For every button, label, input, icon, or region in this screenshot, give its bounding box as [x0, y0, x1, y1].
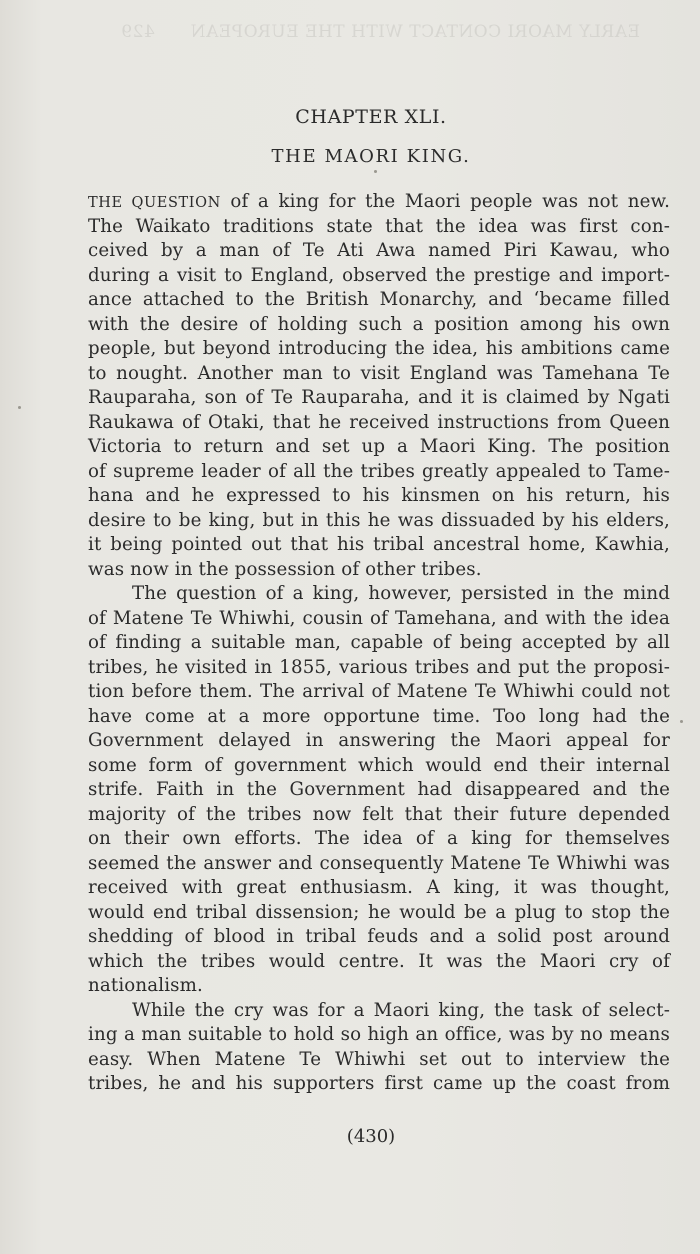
text-line: THE QUESTION of a king for the Maori people was not new. [88, 191, 670, 212]
text-line: Government delayed in answering the Maori appeal for [88, 730, 670, 751]
text-line: people, but beyond introducing the idea, his ambitions came [88, 338, 670, 359]
text-line: received with great enthusiasm. A king, it was thought, [88, 877, 670, 898]
text-line: during a visit to England, observed the prestige and import- [88, 264, 670, 286]
text-line: to nought. Another man to visit England was Tamehana Te [88, 362, 670, 384]
text-line: easy. When Matene Te Whiwhi set out to interview the [88, 1048, 670, 1070]
text-line: tion before them. The arrival of Matene Te Whiwhi could not [88, 681, 670, 702]
text-line: Rauparaha, son of Te Rauparaha, and it is claimed by Ngati [88, 387, 670, 408]
text-line: strife. Faith in the Government had disappeared and the [88, 779, 670, 800]
paper-speck [680, 720, 683, 723]
text-line: seemed the answer and consequently Matene Te Whiwhi was [88, 852, 670, 874]
page-number: (430) [346, 1126, 396, 1147]
chapter-title: THE MAORI KING. [271, 146, 471, 167]
text-line: ing a man suitable to hold so high an office, was by no means [88, 1024, 670, 1045]
text-line: desire to be king, but in this he was dissuaded by his elders, [88, 509, 670, 531]
text-line: shedding of blood in tribal feuds and a solid post around [88, 926, 670, 947]
text-line: majority of the tribes now felt that their future depended [88, 803, 670, 825]
text-line: The Waikato traditions state that the idea was first con- [88, 215, 670, 237]
text-line: of supreme leader of all the tribes greatly appealed to Tame- [88, 460, 670, 482]
text-line: hana and he expressed to his kinsmen on his return, his [88, 485, 670, 506]
chapter-number: CHAPTER XLI. [295, 106, 447, 128]
text-line: tribes, he and his supporters first came up the coast from [88, 1073, 670, 1094]
text-line: have come at a more opportune time. Too long had the [88, 705, 670, 727]
text-line: ceived by a man of Te Ati Awa named Piri Kawau, who [88, 240, 670, 261]
paper-speck [18, 406, 21, 409]
text-line: with the desire of holding such a position among his own [88, 313, 670, 335]
text-line: tribes, he visited in 1855, various tribes and put the proposi- [88, 656, 670, 678]
paper-speck [374, 170, 377, 173]
text-line: would end tribal dissension; he would be a plug to stop the [88, 901, 670, 923]
text-line: was now in the possession of other tribes. [88, 558, 482, 580]
text-line: some form of government which would end their internal [88, 754, 670, 776]
text-line: of Matene Te Whiwhi, cousin of Tamehana, and with the idea [88, 607, 670, 629]
text-line: on their own efforts. The idea of a king for themselves [88, 828, 670, 849]
text-line: nationalism. [88, 975, 203, 996]
text-line: The question of a king, however, persisted in the mind [132, 583, 670, 604]
bleed-through-text: EARLY MAORI CONTACT WITH THE EUROPEAN 429 [120, 22, 640, 42]
text-line: Raukawa of Otaki, that he received instructions from Queen [88, 411, 670, 433]
text-line: ance attached to the British Monarchy, and ‘became filled [88, 289, 670, 310]
body-text [88, 190, 670, 1097]
text-line: which the tribes would centre. It was the Maori cry of [88, 950, 670, 972]
text-line: of finding a suitable man, capable of being accepted by all [88, 632, 670, 653]
text-line: Victoria to return and set up a Maori King. The position [88, 436, 670, 457]
text-line: While the cry was for a Maori king, the task of select- [132, 999, 670, 1021]
text-line: it being pointed out that his tribal ancestral home, Kawhia, [88, 534, 670, 555]
lead-caps: THE QUESTION [88, 195, 221, 211]
